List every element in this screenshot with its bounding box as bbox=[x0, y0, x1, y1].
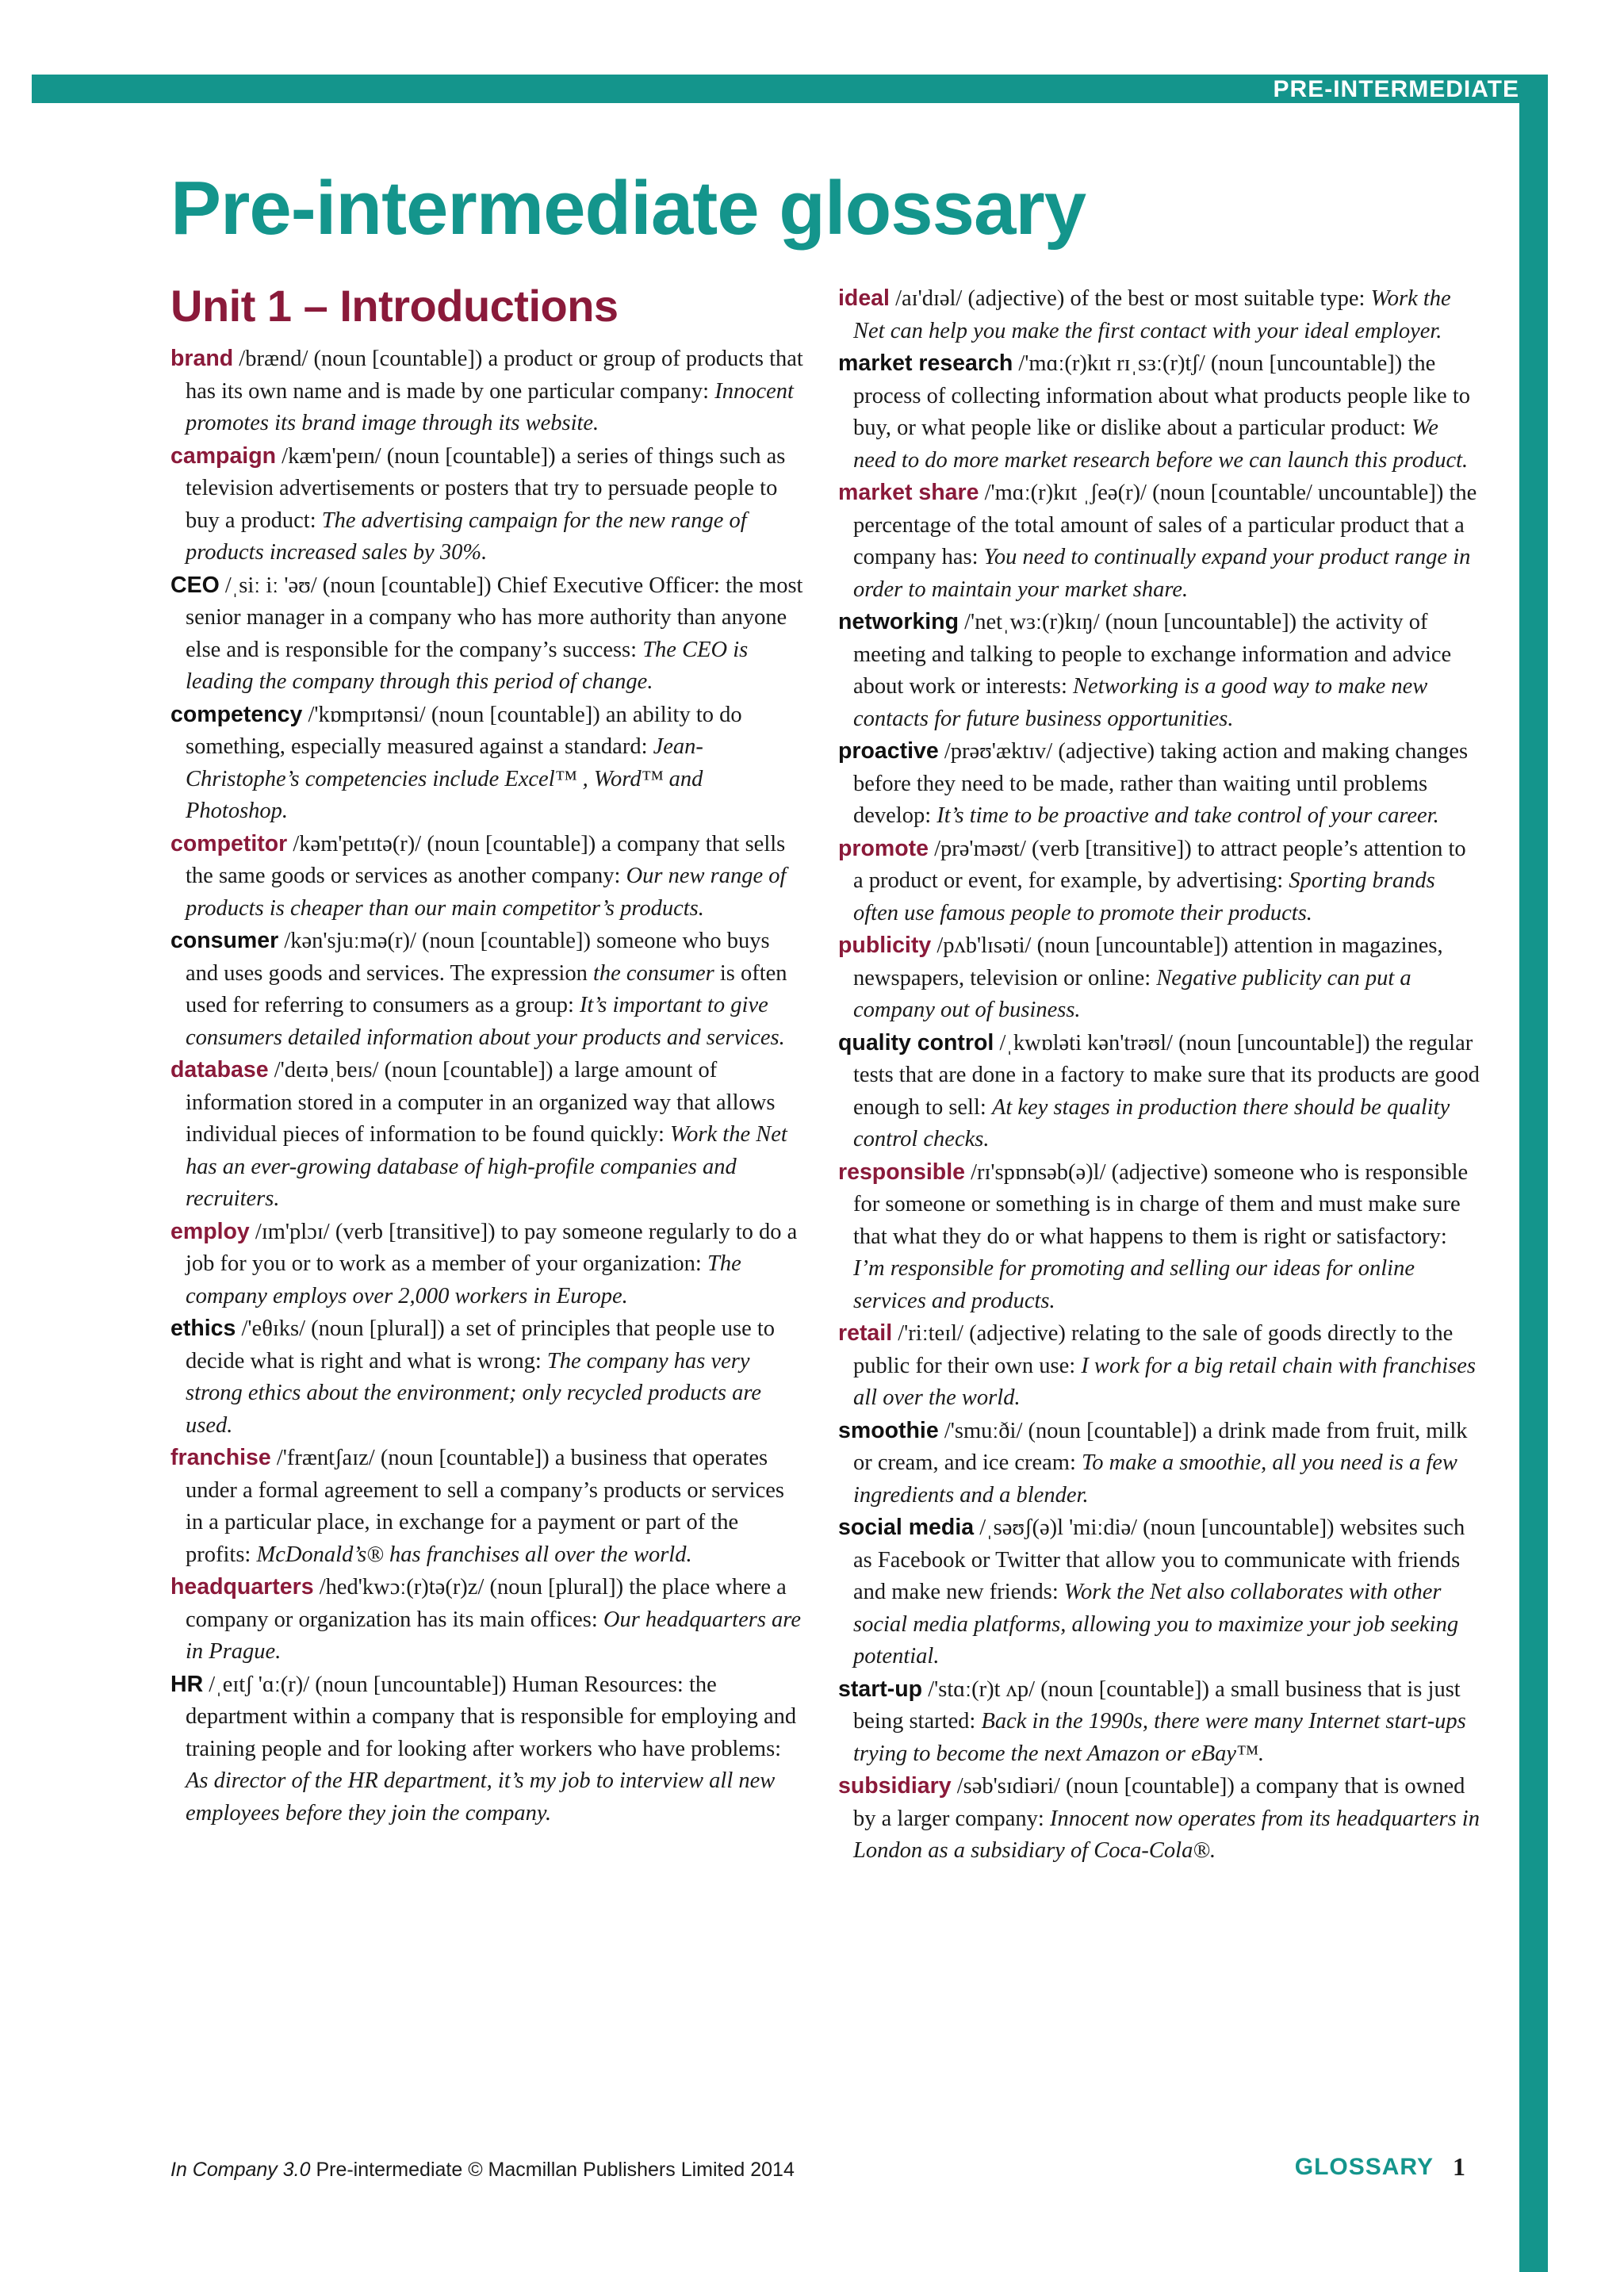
definition: an ability to do something, especially measured against a standard: bbox=[186, 702, 742, 759]
entry-campaign bbox=[170, 440, 805, 569]
headword: competitor bbox=[170, 830, 288, 856]
pronunciation: /'mɑː(r)kɪt ˌʃeə(r)/ (noun [countable/ uncountable]) bbox=[979, 481, 1450, 505]
headword: publicity bbox=[838, 933, 932, 958]
headword: smoothie bbox=[838, 1417, 939, 1443]
entry-competency bbox=[170, 699, 805, 828]
example: At key stages in production there should be quality control checks. bbox=[853, 1094, 1450, 1151]
example: I work for a big retail chain with franchises all over the world. bbox=[853, 1353, 1476, 1410]
footer-credit bbox=[170, 2159, 795, 2182]
pronunciation: /'deɪtəˌbeɪs/ (noun [countable]) bbox=[268, 1058, 559, 1082]
entry-ideal bbox=[838, 282, 1480, 347]
pronunciation: /'mɑː(r)kɪt rɪˌsɜː(r)tʃ/ (noun [uncountable]) bbox=[1013, 351, 1408, 376]
example: It’s time to be proactive and take control of your career. bbox=[936, 803, 1439, 828]
entry-competitor bbox=[170, 828, 805, 925]
example: To make a smoothie, all you need is a few ingredients and a blender. bbox=[853, 1450, 1457, 1508]
definition: the regular tests that are done in a factory to make sure that its products are good enough to sell: bbox=[853, 1030, 1480, 1120]
definition: a small business that is just being started: bbox=[853, 1676, 1461, 1734]
pronunciation: /prə'məʊt/ (verb [transitive]) bbox=[929, 836, 1197, 861]
right-column bbox=[838, 282, 1480, 1868]
pronunciation: /pʌb'lɪsəti/ (noun [uncountable]) bbox=[931, 933, 1235, 958]
pronunciation: /ˌeɪtʃ 'ɑː(r)/ (noun [uncountable]) bbox=[203, 1672, 512, 1697]
pronunciation: /ˌsiː iː 'əʊ/ (noun [countable]) bbox=[219, 573, 497, 598]
entry-publicity bbox=[838, 929, 1480, 1027]
definition: a set of principles that people use to decide what is right and what is wrong: bbox=[186, 1316, 776, 1374]
pronunciation: /'fræntʃaɪz/ (noun [countable]) bbox=[270, 1446, 555, 1470]
definition: a drink made from fruit, milk or cream, and ice cream: bbox=[853, 1418, 1468, 1475]
headword: headquarters bbox=[170, 1574, 314, 1600]
headword: competency bbox=[170, 701, 303, 727]
headword: brand bbox=[170, 346, 234, 371]
entry-subsidiary bbox=[838, 1770, 1480, 1868]
definition: of the best or most suitable type: bbox=[1070, 286, 1371, 311]
definition: Chief Executive Officer: the most senior manager in a company who has more authority than anyone else and is responsible for the company’s success: bbox=[186, 573, 803, 662]
headword: subsidiary bbox=[838, 1773, 952, 1799]
entry-responsible bbox=[838, 1156, 1480, 1318]
definition: a company that is owned by a larger company: bbox=[853, 1774, 1465, 1831]
headword: responsible bbox=[838, 1159, 965, 1185]
headword: market research bbox=[838, 351, 1013, 376]
headword: ideal bbox=[838, 285, 890, 311]
headword: proactive bbox=[838, 738, 939, 764]
definition: someone who buys and uses goods and services. The expression bbox=[186, 929, 770, 986]
entry-market-research bbox=[838, 347, 1480, 477]
headword: campaign bbox=[170, 443, 277, 469]
headword: start-up bbox=[838, 1676, 923, 1702]
example: The advertising campaign for the new range of products increased sales by 30%. bbox=[186, 508, 747, 565]
definition-continued: is often used for referring to consumers as a group: bbox=[186, 960, 787, 1017]
pronunciation: /ˌsəʊʃ(ə)l 'miːdiə/ (noun [uncountable]) bbox=[974, 1515, 1340, 1540]
definition: to attract people’s attention to a product or event, for example, by advertising: bbox=[853, 836, 1466, 893]
headword: franchise bbox=[170, 1445, 271, 1470]
entry-smoothie bbox=[838, 1415, 1480, 1512]
definition: the percentage of the total amount of sales of a particular product that a company has: bbox=[853, 481, 1477, 569]
entry-promote bbox=[838, 833, 1480, 930]
entry-franchise bbox=[170, 1442, 805, 1571]
definition: a large amount of information stored in a computer in an organized way that allows individual pieces of information to be found quickly: bbox=[186, 1058, 776, 1147]
entry-database bbox=[170, 1054, 805, 1216]
example: As director of the HR department, it’s my job to interview all new employees before they join the company. bbox=[186, 1768, 776, 1826]
headword: retail bbox=[838, 1320, 893, 1346]
example: Sporting brands often use famous people to promote their products. bbox=[853, 868, 1435, 925]
entry-retail bbox=[838, 1317, 1480, 1415]
example: You need to continually expand your product range in order to maintain your market share. bbox=[853, 545, 1471, 602]
definition: someone who is responsible for someone or something is in charge of them and must make sure that what they do or what happens to them is right or satisfactory: bbox=[853, 1159, 1469, 1249]
definition: websites such as Facebook or Twitter that allow you to communicate with friends and make new friends: bbox=[853, 1515, 1465, 1604]
entry-headquarters bbox=[170, 1571, 805, 1669]
example: Our headquarters are in Prague. bbox=[186, 1607, 801, 1664]
entry-consumer bbox=[170, 925, 805, 1054]
pronunciation: /aɪ'dɪəl/ (adjective) bbox=[889, 286, 1071, 311]
example: Work the Net has an ever-growing database of high-profile companies and recruiters. bbox=[186, 1122, 787, 1211]
example: Work the Net can help you make the first contact with your ideal employer. bbox=[853, 286, 1451, 343]
example: It’s important to give consumers detailed information about your products and services. bbox=[186, 993, 785, 1050]
definition: the activity of meeting and talking to people to exchange information and advice about work or interests: bbox=[853, 610, 1452, 699]
definition: the place where a company or organization has its main offices: bbox=[186, 1575, 787, 1632]
example: The company employs over 2,000 workers in Europe. bbox=[186, 1251, 741, 1308]
entry-proactive bbox=[838, 735, 1480, 833]
left-column bbox=[170, 278, 805, 1829]
copyright: Pre-intermediate © Macmillan Publishers Limited 2014 bbox=[310, 2159, 795, 2181]
level-label: PRE-INTERMEDIATE bbox=[1273, 76, 1519, 102]
entry-start-up bbox=[838, 1673, 1480, 1771]
example: McDonald’s® has franchises all over the world. bbox=[256, 1542, 692, 1567]
entry-ethics bbox=[170, 1312, 805, 1442]
example: Our new range of products is cheaper than our main competitor’s products. bbox=[186, 864, 787, 921]
entry-market-share bbox=[838, 477, 1480, 606]
example: Work the Net also collaborates with other social media platforms, allowing you to maximize your job seeking potential. bbox=[853, 1580, 1459, 1669]
footer-section: GLOSSARY bbox=[1294, 2154, 1434, 2180]
headword: ethics bbox=[170, 1316, 236, 1341]
pronunciation: /kæm'peɪn/ (noun [countable]) bbox=[276, 443, 561, 469]
entry-employ bbox=[170, 1216, 805, 1313]
page-title: Pre-intermediate glossary bbox=[170, 166, 1086, 251]
definition: relating to the sale of goods directly to the public for their own use: bbox=[853, 1321, 1454, 1378]
entry-ceo bbox=[170, 569, 805, 699]
headword: CEO bbox=[170, 572, 220, 598]
example: Negative publicity can put a company out of business. bbox=[853, 965, 1411, 1022]
headword: promote bbox=[838, 835, 929, 861]
entry-networking bbox=[838, 606, 1480, 735]
entry-brand bbox=[170, 343, 805, 440]
pronunciation: /səb'sɪdiəri/ (noun [countable]) bbox=[951, 1774, 1241, 1799]
book-title: In Company 3.0 bbox=[170, 2159, 311, 2181]
example: We need to do more market research before we can launch this product. bbox=[853, 416, 1469, 473]
pronunciation: /rɪ'spɒnsəb(ə)l/ (adjective) bbox=[964, 1159, 1214, 1185]
definition: to pay someone regularly to do a job for you or to work as a member of your organization: bbox=[186, 1219, 798, 1276]
pronunciation: /'riːteɪl/ (adjective) bbox=[892, 1321, 1072, 1346]
example: The company has very strong ethics about the environment; only recycled products are used. bbox=[186, 1348, 762, 1438]
headword: quality control bbox=[838, 1029, 994, 1056]
definition: the process of collecting information about what products people like to buy, or what people like or dislike about a particular product: bbox=[853, 351, 1471, 440]
headword: networking bbox=[838, 609, 959, 634]
pronunciation: /'smuːði/ (noun [countable]) bbox=[938, 1418, 1203, 1443]
pronunciation: /'kɒmpɪtənsi/ (noun [countable]) bbox=[302, 702, 606, 727]
example: Jean-Christophe’s competencies include Excel™ , Word™ and Photoshop. bbox=[186, 734, 703, 823]
example: The CEO is leading the company through this period of change. bbox=[186, 637, 749, 694]
example: Innocent promotes its brand image through its website. bbox=[186, 378, 794, 435]
entry-hr bbox=[170, 1669, 805, 1830]
headword: consumer bbox=[170, 928, 279, 953]
pronunciation: /ɪm'plɔɪ/ (verb [transitive]) bbox=[249, 1219, 501, 1244]
pronunciation: /'netˌwɜː(r)kɪŋ/ (noun [uncountable]) bbox=[959, 610, 1303, 634]
definition: taking action and making changes before they need to be made, rather than waiting until problems develop: bbox=[853, 739, 1469, 828]
headword: social media bbox=[838, 1515, 975, 1540]
definition: a series of things such as television advertisements or posters that try to persuade people to buy a product: bbox=[186, 443, 786, 533]
pronunciation: /brænd/ (noun [countable]) bbox=[233, 347, 488, 371]
pronunciation: /kən'sjuːmə(r)/ (noun [countable]) bbox=[278, 929, 597, 953]
pronunciation: /'eθɪks/ (noun [plural]) bbox=[236, 1316, 450, 1341]
headword: market share bbox=[838, 480, 979, 505]
example: I’m responsible for promoting and selling our ideas for online services and products. bbox=[853, 1256, 1415, 1313]
example: Back in the 1990s, there were many Internet start-ups trying to become the next Amazon or eBay™. bbox=[853, 1709, 1466, 1766]
entry-social-media bbox=[838, 1511, 1480, 1673]
example: Networking is a good way to make new contacts for future business opportunities. bbox=[853, 674, 1428, 731]
pronunciation: /hed'kwɔː(r)tə(r)z/ (noun [plural]) bbox=[313, 1575, 630, 1600]
definition: a company that sells the same goods or services as another company: bbox=[186, 831, 786, 888]
unit-heading: Unit 1 – Introductions bbox=[170, 281, 619, 331]
headword: HR bbox=[170, 1671, 204, 1697]
definition: Human Resources: the department within a company that is responsible for employing and training people and for looking after workers who have problems: bbox=[186, 1672, 797, 1761]
pronunciation: /ˌkwɒləti kən'trəʊl/ (noun [uncountable]) bbox=[994, 1030, 1376, 1056]
headword: employ bbox=[170, 1218, 250, 1244]
pronunciation: /prəʊ'æktɪv/ (adjective) bbox=[938, 739, 1161, 764]
definition: a business that operates under a formal agreement to sell a company’s products or services in a particular place, in exchange for a payment or part of the profits: bbox=[186, 1446, 784, 1567]
definition: a product or group of products that has its own name and is made by one particular company: bbox=[186, 347, 803, 404]
definition: attention in magazines, newspapers, television or online: bbox=[853, 933, 1443, 990]
pronunciation: /kəm'petɪtə(r)/ (noun [countable]) bbox=[287, 831, 602, 856]
page-number: 1 bbox=[1453, 2152, 1465, 2181]
side-bar bbox=[1519, 75, 1548, 2272]
headword: database bbox=[170, 1057, 269, 1082]
entry-quality-control bbox=[838, 1027, 1480, 1156]
example: Innocent now operates from its headquarters in London as a subsidiary of Coca-Cola®. bbox=[853, 1806, 1480, 1863]
definition-term: the consumer bbox=[592, 960, 714, 986]
pronunciation: /'stɑː(r)t ʌp/ (noun [countable]) bbox=[922, 1676, 1216, 1702]
